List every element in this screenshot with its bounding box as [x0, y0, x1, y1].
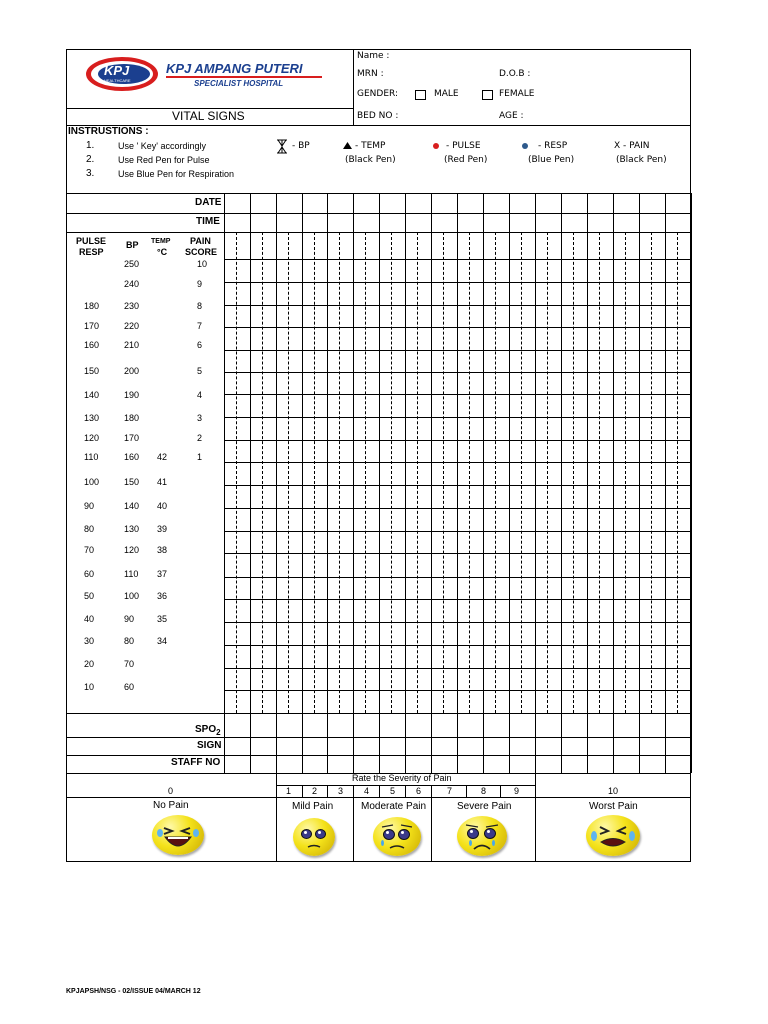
pain-pen-label: (Black Pen)	[616, 155, 667, 165]
num-divider	[500, 785, 501, 797]
grid-dashed-line	[495, 232, 496, 713]
scale-pulse-value: 90	[84, 501, 95, 511]
scale-bp-value: 170	[124, 433, 140, 443]
label-row-line	[66, 737, 224, 738]
form-title: VITAL SIGNS	[172, 109, 245, 123]
instruction-1-text: Use ' Key' accordingly	[118, 141, 206, 151]
pain-divider-2	[353, 785, 354, 862]
pulse-header: PULSE	[76, 236, 107, 246]
form-code: KPJAPSH/NSG - 02/ISSUE 04/MARCH 12	[66, 988, 201, 995]
scale-bp-value: 220	[124, 321, 140, 331]
scale-bp-value: 150	[124, 477, 140, 487]
temp-key-label: - TEMP	[355, 141, 386, 151]
scale-bp-value: 180	[124, 413, 140, 423]
scale-pain-value: 10	[197, 259, 208, 269]
scale-pulse-value: 100	[84, 477, 100, 487]
grid-column-line	[379, 193, 380, 773]
scale-pulse-value: 60	[84, 569, 95, 579]
no-pain-label: No Pain	[153, 800, 189, 811]
grid-dashed-line	[339, 232, 340, 713]
instructions-title: INSTRUSTIONS :	[68, 126, 149, 137]
scale-bp-value: 230	[124, 301, 140, 311]
sign-label: SIGN	[197, 740, 222, 751]
scale-temp-value: 35	[157, 614, 168, 624]
scale-bp-value: 130	[124, 524, 140, 534]
date-label: DATE	[195, 197, 222, 208]
logo-text: KPJ	[104, 63, 130, 78]
grid-column-line	[276, 193, 277, 773]
scale-pain-value: 4	[197, 390, 203, 400]
female-label: FEMALE	[499, 89, 535, 99]
scale-bp-value: 240	[124, 279, 140, 289]
pain-key-label: X - PAIN	[614, 141, 650, 151]
grid-dashed-line	[573, 232, 574, 713]
scale-pulse-value: 70	[84, 545, 95, 555]
bp-header: BP	[126, 240, 139, 250]
instruction-3-text: Use Blue Pen for Respiration	[118, 169, 235, 179]
worst-pain-label: Worst Pain	[589, 801, 638, 812]
scale-bp-value: 250	[124, 259, 140, 269]
pain-number-line	[66, 797, 691, 798]
scale-temp-value: 41	[157, 477, 168, 487]
scale-temp-value: 37	[157, 569, 168, 579]
pain-number-2: 2	[312, 786, 318, 796]
grid-dashed-line	[262, 232, 263, 713]
mild-pain-label: Mild Pain	[292, 801, 334, 812]
grid-column-line	[665, 193, 666, 773]
num-divider	[302, 785, 303, 797]
grid-dashed-line	[547, 232, 548, 713]
grid-column-line	[639, 193, 640, 773]
pain-header: PAIN	[190, 236, 211, 246]
label-row-line	[66, 232, 224, 233]
grid-dashed-line	[469, 232, 470, 713]
grid-dashed-line	[599, 232, 600, 713]
scale-pulse-value: 20	[84, 659, 95, 669]
score-header: SCORE	[185, 247, 218, 257]
time-label: TIME	[196, 216, 220, 227]
label-row-line	[66, 213, 224, 214]
scale-pulse-value: 130	[84, 413, 100, 423]
mild-pain-face-icon	[293, 818, 335, 856]
pain-number-3: 3	[338, 786, 344, 796]
label-row-line	[66, 193, 224, 194]
grid-column-line	[405, 193, 406, 773]
scale-temp-value: 42	[157, 452, 168, 462]
grid-column-line	[587, 193, 588, 773]
grid-column-line	[483, 193, 484, 773]
pain-number-4: 4	[364, 786, 370, 796]
age-label: AGE :	[499, 111, 524, 121]
num-divider	[466, 785, 467, 797]
spo2-subscript: 2	[216, 728, 221, 737]
bp-key-icon	[275, 138, 289, 156]
grid-column-line	[509, 193, 510, 773]
name-label: Name :	[357, 51, 390, 61]
pain-divider-1	[276, 773, 277, 862]
temp-pen-label: (Black Pen)	[345, 155, 396, 165]
scale-temp-value: 36	[157, 591, 168, 601]
grid-column-line	[691, 193, 692, 773]
scale-bp-value: 140	[124, 501, 140, 511]
scale-pain-value: 6	[197, 340, 203, 350]
scale-temp-value: 38	[157, 545, 168, 555]
scale-pain-value: 2	[197, 433, 203, 443]
grid-dashed-line	[625, 232, 626, 713]
hospital-name: KPJ AMPANG PUTERI	[166, 61, 303, 76]
severe-pain-face-icon	[457, 816, 507, 856]
scale-pulse-value: 170	[84, 321, 100, 331]
grid-column-line	[561, 193, 562, 773]
pain-number-10: 10	[608, 786, 619, 796]
pain-number-7: 7	[447, 786, 453, 796]
male-checkbox[interactable]	[415, 90, 426, 100]
grid-dashed-line	[236, 232, 237, 713]
header-divider	[353, 49, 354, 125]
grid-column-line	[457, 193, 458, 773]
pain-number-0: 0	[168, 786, 174, 796]
scale-pain-value: 3	[197, 413, 203, 423]
severe-pain-label: Severe Pain	[457, 801, 512, 812]
temp-header: TEMP	[151, 238, 171, 245]
scale-pain-value: 8	[197, 301, 203, 311]
scale-pulse-value: 180	[84, 301, 100, 311]
grid-dashed-line	[314, 232, 315, 713]
pulse-pen-label: (Red Pen)	[444, 155, 488, 165]
instruction-2-text: Use Red Pen for Pulse	[118, 155, 210, 165]
grid-column-line	[431, 193, 432, 773]
spo2-label	[195, 724, 221, 735]
resp-dot-icon	[521, 142, 529, 150]
grid-dashed-line	[417, 232, 418, 713]
spo2-text: SPO	[195, 724, 217, 735]
pain-number-1: 1	[286, 786, 292, 796]
pulse-key-label: - PULSE	[446, 141, 481, 151]
moderate-pain-face-icon	[373, 817, 421, 856]
staff-no-label: STAFF NO	[171, 757, 221, 768]
scale-bp-value: 60	[124, 682, 135, 692]
grid-dashed-line	[288, 232, 289, 713]
scale-pain-value: 5	[197, 366, 203, 376]
mrn-label: MRN :	[357, 69, 384, 79]
pain-scale-title: Rate the Severity of Pain	[352, 773, 452, 783]
female-checkbox[interactable]	[482, 90, 493, 100]
label-row-line	[66, 713, 224, 714]
scale-pulse-value: 110	[84, 452, 99, 462]
scale-bp-value: 210	[124, 340, 140, 350]
label-row-line	[66, 755, 224, 756]
resp-key-label: - RESP	[538, 141, 568, 151]
scale-bp-value: 110	[124, 569, 139, 579]
scale-pain-value: 7	[197, 321, 203, 331]
instruction-2-num: 2.	[86, 154, 95, 165]
bed-label: BED NO :	[357, 111, 399, 121]
moderate-pain-label: Moderate Pain	[361, 801, 427, 812]
grid-column-line	[224, 193, 225, 773]
pulse-dot-icon	[432, 142, 440, 150]
scale-pulse-value: 80	[84, 524, 95, 534]
scale-bp-value: 190	[124, 390, 140, 400]
header-bottom-line	[66, 125, 691, 126]
temp-triangle-icon	[342, 141, 353, 150]
resp-pen-label: (Blue Pen)	[528, 155, 575, 165]
pain-number-5: 5	[390, 786, 396, 796]
bp-key-label: - BP	[292, 141, 310, 151]
pain-divider-3	[431, 785, 432, 862]
scale-pain-value: 1	[197, 452, 203, 462]
scale-bp-value: 100	[124, 591, 140, 601]
pain-number-8: 8	[481, 786, 487, 796]
scale-pain-value: 9	[197, 279, 203, 289]
scale-temp-value: 39	[157, 524, 168, 534]
pain-divider-4	[535, 773, 536, 862]
instruction-3-num: 3.	[86, 168, 95, 179]
resp-header: RESP	[79, 247, 104, 257]
scale-pulse-value: 40	[84, 614, 95, 624]
scale-bp-value: 120	[124, 545, 140, 555]
grid-dashed-line	[443, 232, 444, 713]
num-divider	[379, 785, 380, 797]
male-label: MALE	[434, 89, 459, 99]
worst-pain-face-icon	[586, 815, 640, 856]
grid-dashed-line	[677, 232, 678, 713]
scale-bp-value: 90	[124, 614, 135, 624]
gender-label: GENDER:	[357, 89, 399, 99]
scale-pulse-value: 30	[84, 636, 95, 646]
grid-column-line	[302, 193, 303, 773]
scale-pulse-value: 50	[84, 591, 95, 601]
scale-pulse-value: 10	[84, 682, 95, 692]
scale-pulse-value: 160	[84, 340, 100, 350]
grid-dashed-line	[391, 232, 392, 713]
scale-bp-value: 160	[124, 452, 140, 462]
scale-temp-value: 34	[157, 636, 168, 646]
scale-bp-value: 200	[124, 366, 140, 376]
scale-pulse-value: 120	[84, 433, 100, 443]
scale-pulse-value: 150	[84, 366, 100, 376]
grid-column-line	[613, 193, 614, 773]
pain-number-9: 9	[514, 786, 520, 796]
scale-bp-value: 80	[124, 636, 135, 646]
scale-bp-value: 70	[124, 659, 135, 669]
grid-dashed-line	[521, 232, 522, 713]
grid-dashed-line	[651, 232, 652, 713]
logo-subtext: HEALTHCARE	[104, 78, 131, 83]
grid-column-line	[250, 193, 251, 773]
pain-number-6: 6	[416, 786, 422, 796]
num-divider	[405, 785, 406, 797]
grid-column-line	[353, 193, 354, 773]
scale-temp-value: 40	[157, 501, 168, 511]
instruction-1-num: 1.	[86, 140, 95, 151]
temp-unit-header: °C	[157, 247, 168, 257]
hospital-subtitle: SPECIALIST HOSPITAL	[194, 79, 284, 88]
dob-label: D.O.B :	[499, 69, 531, 79]
num-divider	[327, 785, 328, 797]
grid-column-line	[535, 193, 536, 773]
scale-pulse-value: 140	[84, 390, 100, 400]
grid-dashed-line	[365, 232, 366, 713]
grid-column-line	[327, 193, 328, 773]
laughing-face-icon	[152, 815, 204, 855]
